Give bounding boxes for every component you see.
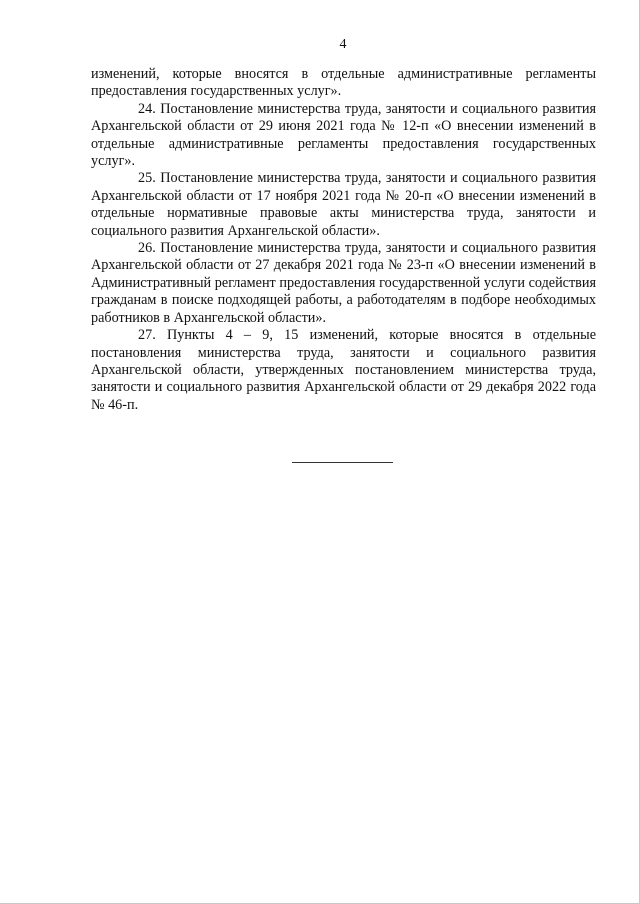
list-item-24: 24. Постановление министерства труда, занятости и социального развития Архангельской области от 29 июня 2021 года № 12-п «О внесении изменений в отдельные административные регламенты предоставления государственных услуг».	[91, 100, 596, 170]
document-body	[91, 66, 596, 414]
end-of-document-divider	[292, 462, 393, 463]
paragraph-continuation: изменений, которые вносятся в отдельные административные регламенты предоставления государственных услуг».	[91, 66, 596, 100]
list-item-26: 26. Постановление министерства труда, занятости и социального развития Архангельской области от 27 декабря 2021 года № 23-п «О внесении изменений в Административный регламент предоставления государственной услуги содействия гражданам в поиске подходящей работы, а работодателям в подборе необходимых работников в Архангельской области».	[91, 240, 596, 326]
list-item-27: 27. Пункты 4 – 9, 15 изменений, которые вносятся в отдельные постановления министерства труда, занятости и социального развития Архангельской области, утвержденных постановлением министерства труда, занятости и социального развития Архангельской области от 29 декабря 2022 года № 46-п.	[91, 327, 596, 413]
page-number: 4	[339, 37, 347, 52]
list-item-25: 25. Постановление министерства труда, занятости и социального развития Архангельской области от 17 ноября 2021 года № 20-п «О внесении изменений в отдельные нормативные правовые акты министерства труда, занятости и социального развития Архангельской области».	[91, 170, 596, 239]
